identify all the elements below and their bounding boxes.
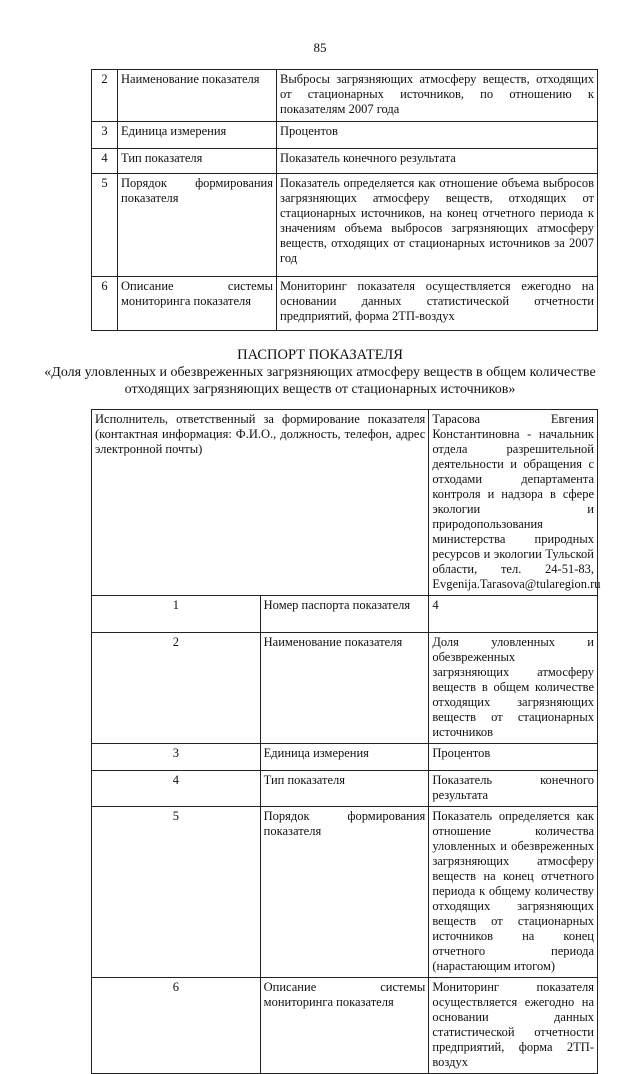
row-number: 5 [92,174,118,277]
row-label: Тип показателя [260,771,429,807]
table-row [92,70,598,122]
row-number: 5 [92,807,261,978]
table-row [92,277,598,331]
executor-label: Исполнитель, ответственный за формирование показателя (контактная информация: Ф.И.О., должность, телефон, адрес электронной почты) [92,410,429,596]
row-number: 6 [92,277,118,331]
passport-heading [40,347,600,398]
row-value: Процентов [277,122,598,149]
table-row [92,596,598,633]
table-row [92,122,598,149]
row-label: Порядок формирования показателя [260,807,429,978]
row-number: 2 [92,633,261,744]
row-number: 1 [92,596,261,633]
row-number: 4 [92,149,118,174]
row-number: 6 [92,978,261,1074]
row-number: 2 [92,70,118,122]
indicator-table-continued [91,69,598,331]
row-label: Описание системы мониторинга показателя [118,277,277,331]
table-row-executor [92,410,598,596]
row-label: Единица измерения [118,122,277,149]
passport-title: ПАСПОРТ ПОКАЗАТЕЛЯ [237,347,403,363]
executor-value: Тарасова Евгения Константиновна - начальник отдела разрешительной деятельности и обращения с отходами департамента контроля и надзора в сфере экологии и природопользования министерства природных ресурсов и экологии Тульской области, тел. 24-51-83, Evgenija.Tarasova@tularegion.ru [429,410,598,596]
row-value: Мониторинг показателя осуществляется ежегодно на основании данных статистической отчетности предприятий, форма 2ТП-воздух [429,978,598,1074]
row-number: 4 [92,771,261,807]
table-row [92,978,598,1074]
row-label: Описание системы мониторинга показателя [260,978,429,1074]
table-row [92,149,598,174]
row-label: Порядок формирования показателя [118,174,277,277]
passport-subtitle: «Доля уловленных и обезвреженных загрязняющих атмосферу веществ в общем количестве отходящих загрязняющих веществ от стационарных источников» [44,365,596,397]
row-number: 3 [92,744,261,771]
row-label: Единица измерения [260,744,429,771]
row-label: Тип показателя [118,149,277,174]
row-label: Наименование показателя [118,70,277,122]
row-value: Показатель определяется как отношение количества уловленных и обезвреженных загрязняющих атмосферу веществ на конец отчетного периода к общему количеству отходящих загрязняющих веществ от стационарных источников на конец отчетного периода (нарастающим итогом) [429,807,598,978]
table-row [92,633,598,744]
row-value: Показатель конечного результата [429,771,598,807]
row-number: 3 [92,122,118,149]
row-value: Процентов [429,744,598,771]
table-row [92,744,598,771]
table-row [92,807,598,978]
table-row [92,174,598,277]
page-number: 85 [313,40,327,55]
row-value: Выбросы загрязняющих атмосферу веществ, отходящих от стационарных источников, по отношению к показателям 2007 года [277,70,598,122]
row-value: 4 [429,596,598,633]
table-row [92,771,598,807]
indicator-passport-table [91,409,601,1074]
row-label: Наименование показателя [260,633,429,744]
row-value: Доля уловленных и обезвреженных загрязняющих атмосферу веществ в общем количестве отходящих загрязняющих веществ от стационарных источников [429,633,598,744]
row-value: Показатель определяется как отношение объема выбросов загрязняющих атмосферу веществ, отходящих от стационарных источников, на конец отчетного периода к значениям объема выбросов загрязняющих атмосферу веществ, отходящих от стационарных источников за 2007 год [277,174,598,277]
row-value: Мониторинг показателя осуществляется ежегодно на основании данных статистической отчетности предприятий, форма 2ТП-воздух [277,277,598,331]
row-label: Номер паспорта показателя [260,596,429,633]
row-value: Показатель конечного результата [277,149,598,174]
